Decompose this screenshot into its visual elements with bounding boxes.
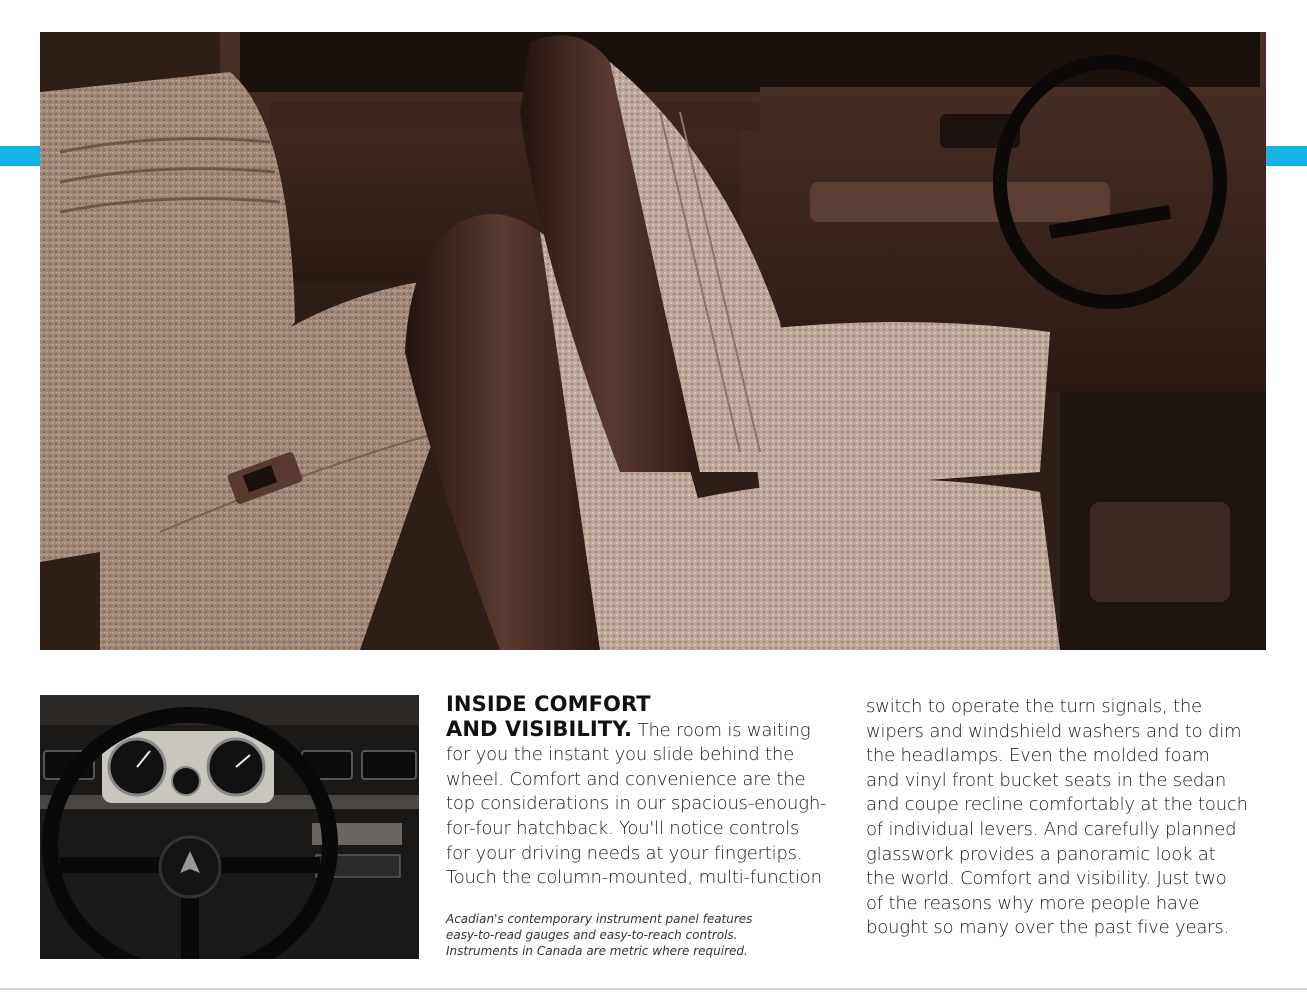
bottom-rule [0, 988, 1307, 990]
body-line: and coupe recline comfortably at the touch [866, 794, 1248, 816]
body-line: for you the instant you slide behind the [446, 744, 794, 766]
body-line: of the reasons why more people have [866, 892, 1200, 914]
car-interior-seats-photo [40, 32, 1266, 650]
body-line: switch to operate the turn signals, the [866, 696, 1202, 717]
article-column-two [866, 695, 1261, 941]
body-line: wipers and windshield washers and to dim [866, 720, 1242, 742]
body-line: The room is waiting [637, 719, 811, 741]
accent-bar-left [0, 146, 40, 166]
body-line: wheel. Comfort and convenience are the [446, 768, 806, 790]
body-line: the world. Comfort and visibility. Just two [866, 868, 1227, 890]
accent-bar-right [1266, 146, 1307, 166]
caption-line: Acadian's contemporary instrument panel features [446, 912, 753, 926]
article-column-one [446, 692, 831, 891]
body-line: top considerations in our spacious-enough- [446, 793, 827, 815]
body-line: for-four hatchback. You'll notice controls [446, 817, 800, 839]
body-line: the headlamps. Even the molded foam [866, 745, 1210, 767]
caption-line: easy-to-read gauges and easy-to-reach controls. [446, 928, 738, 942]
photo-caption [446, 911, 826, 959]
headline-line-1: INSIDE COMFORT [446, 692, 651, 716]
body-line: of individual levers. And carefully planned [866, 818, 1237, 840]
headline-line-2: AND VISIBILITY. [446, 716, 633, 741]
caption-line: Instruments in Canada are metric where required. [446, 944, 748, 958]
body-line: for your driving needs at your fingertips. [446, 842, 803, 864]
body-line: bought so many over the past five years. [866, 917, 1230, 939]
instrument-panel-photo [40, 695, 419, 959]
body-line: and vinyl front bucket seats in the sedan [866, 769, 1227, 791]
body-line: glasswork provides a panoramic look at [866, 843, 1216, 865]
body-line: Touch the column-mounted, multi-function [446, 867, 822, 889]
